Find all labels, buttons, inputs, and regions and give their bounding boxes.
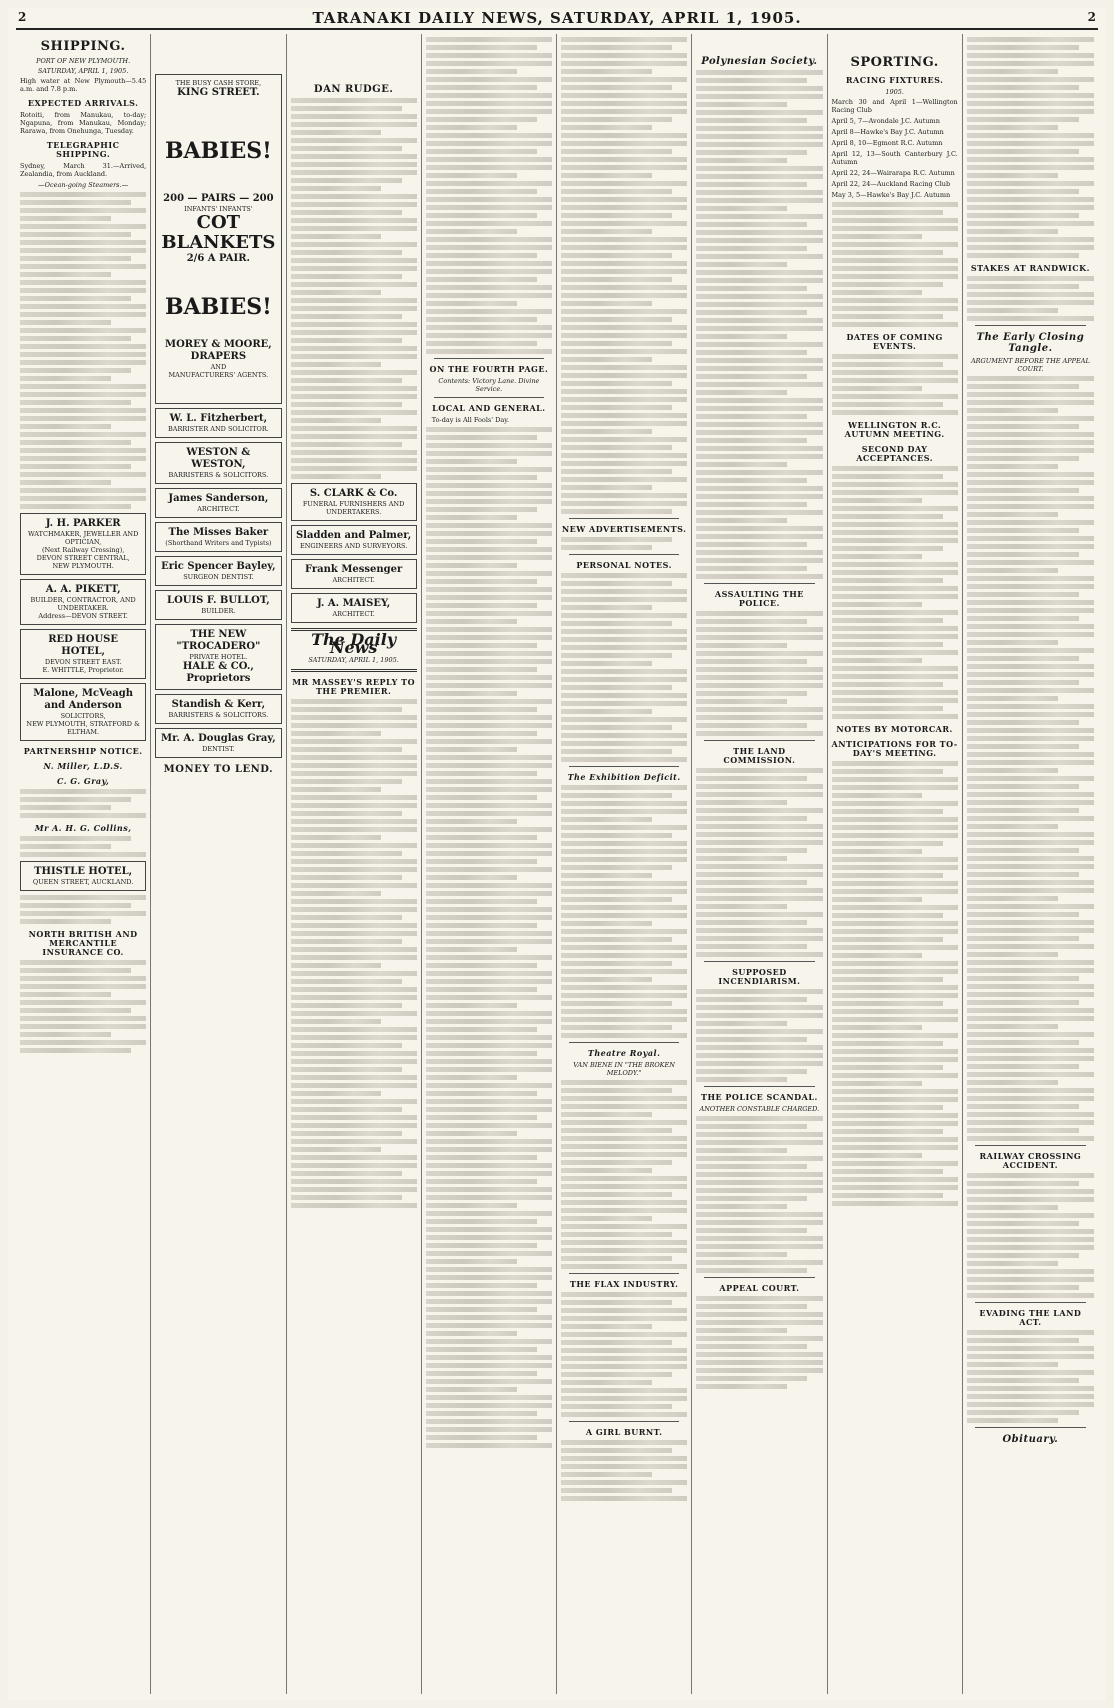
morey-moore-name: MOREY & MOORE,	[165, 339, 272, 350]
massey-reply-text	[291, 699, 417, 1208]
racing-fixture-5: April 22, 24—Wairarapa R.C. Autumn	[831, 169, 955, 177]
miller-name: N. Miller, L.D.S.	[43, 761, 123, 771]
column-4	[422, 34, 557, 1694]
personal-notes-text	[561, 573, 687, 762]
obituary-heading: Obituary.	[1002, 1434, 1059, 1445]
local-general-lead: To-day is All Fools' Day.	[431, 416, 510, 424]
busy-cash-store-name: THE BUSY CASH STORE,	[175, 79, 262, 87]
gray-name: C. G. Gray,	[56, 776, 110, 786]
anticipations-heading: ANTICIPATIONS FOR TO-DAY'S MEETING.	[831, 739, 958, 758]
messenger-line: ARCHITECT.	[332, 576, 375, 584]
expected-arrivals-heading: EXPECTED ARRIVALS.	[27, 98, 139, 108]
police-scandal-heading: THE POLICE SCANDAL.	[701, 1092, 818, 1102]
second-day-acceptances-heading: SECOND DAY ACCEPTANCES.	[856, 444, 934, 463]
fourth-page-contents: Contents: Victory Lane. Divine Service.	[438, 377, 540, 393]
girl-burnt-text	[561, 1440, 687, 1501]
column-2	[151, 34, 286, 1694]
trocadero-name: THE NEW "TROCADERO"	[176, 629, 261, 652]
morey-line-3: MANUFACTURERS' AGENTS.	[168, 371, 269, 379]
fitzherbert-line: BARRISTER AND SOLICITOR.	[167, 425, 269, 433]
douglas-gray-name: Mr. A. Douglas Gray,	[161, 733, 276, 744]
messenger-name: Frank Messenger	[304, 564, 403, 575]
trocadero-advertisement	[155, 624, 281, 690]
early-closing-tangle-heading: The Early Closing Tangle.	[976, 332, 1085, 354]
morey-line-1: DRAPERS	[190, 351, 247, 362]
racing-fixture-6: April 22, 24—Auckland Racing Club	[831, 180, 951, 188]
column-3	[287, 34, 422, 1694]
local-general-heading: LOCAL AND GENERAL.	[432, 403, 546, 413]
local-general-text	[426, 427, 552, 1448]
babies-headline-2: BABIES!	[164, 294, 272, 320]
clark-line: FUNERAL FURNISHERS AND UNDERTAKERS.	[302, 500, 405, 516]
flax-industry-text	[561, 1292, 687, 1417]
parker-line-3: (Next Railway Crossing),	[41, 546, 125, 554]
king-street-line: KING STREET.	[177, 87, 260, 98]
sydney-text: Sydney, March 31.—Arrived, Zealandia, from Auckland.	[20, 162, 147, 178]
maisey-name: J. A. MAISEY,	[316, 598, 391, 609]
red-house-line-1: DEVON STREET EAST.	[44, 658, 122, 666]
appeal-court-heading: APPEAL COURT.	[719, 1283, 800, 1293]
argument-appeal-court-heading: ARGUMENT BEFORE THE APPEAL COURT.	[970, 357, 1090, 373]
parker-line-4: DEVON STREET CENTRAL,	[36, 554, 130, 562]
column-grid	[16, 34, 1098, 1694]
bullot-line: BUILDER.	[201, 607, 236, 615]
page-number-right: 2	[1087, 10, 1096, 24]
dan-rudge-text	[291, 98, 417, 479]
racing-fixtures-year: 1905.	[885, 88, 904, 96]
racing-fixtures-heading: RACING FIXTURES.	[845, 75, 944, 85]
expected-arrivals-text: Rotoiti, from Manukau, to-day; Ngapuna, from Manukau, Monday; Rarawa, from Onehunga, Tuesday.	[20, 111, 147, 135]
shipping-heading: SHIPPING.	[40, 39, 126, 54]
price-line: 2/6 A PAIR.	[186, 253, 251, 264]
sporting-heading: SPORTING.	[850, 55, 939, 70]
evading-land-act-text	[967, 1330, 1094, 1423]
evading-land-act-heading: EVADING THE LAND ACT.	[979, 1308, 1082, 1327]
another-constable-heading: ANOTHER CONSTABLE CHARGED.	[699, 1105, 820, 1113]
land-commission-heading: THE LAND COMMISSION.	[723, 746, 796, 765]
money-to-lend-heading: MONEY TO LEND.	[163, 764, 274, 775]
babies-headline-1: BABIES!	[164, 138, 272, 164]
north-british-heading: NORTH BRITISH AND MERCANTILE INSURANCE CO.	[28, 929, 138, 957]
weston-line: BARRISTERS & SOLICITORS.	[168, 471, 269, 479]
maisey-line: ARCHITECT.	[332, 610, 375, 618]
theatre-royal-subheading: VAN BIENE IN "THE BROKEN MELODY."	[573, 1061, 675, 1077]
parker-line-2: OPTICIAN,	[65, 538, 102, 546]
bullot-advertisement	[155, 590, 281, 620]
collins-name: Mr A. H. G. Collins,	[34, 823, 132, 833]
assaulting-police-heading: ASSAULTING THE POLICE.	[714, 589, 804, 608]
racing-fixture-7: May 3, 5—Hawke's Bay J.C. Autumn	[831, 191, 951, 199]
sanderson-name: James Sanderson,	[168, 493, 269, 504]
column-4-continued-text	[426, 37, 552, 354]
thistle-line-1: QUEEN STREET, AUCKLAND.	[32, 878, 134, 886]
assaulting-police-text	[696, 611, 822, 736]
malone-line-1: SOLICITORS,	[60, 712, 106, 720]
partnership-notice-heading: PARTNERSHIP NOTICE.	[23, 746, 143, 756]
pikett-name: A. A. PIKETT,	[45, 584, 121, 595]
fourth-page-heading: ON THE FOURTH PAGE.	[429, 364, 549, 374]
bullot-name: LOUIS F. BULLOT,	[167, 595, 270, 606]
parker-name: J. H. PARKER	[45, 518, 121, 529]
sanderson-line: ARCHITECT.	[197, 505, 240, 513]
baker-name: The Misses Baker	[168, 527, 269, 538]
port-line: PORT OF NEW PLYMOUTH.	[36, 57, 131, 65]
flax-industry-heading: THE FLAX INDUSTRY.	[569, 1279, 679, 1289]
standish-name: Standish & Kerr,	[171, 699, 266, 710]
red-house-line-2: E. WHITTLE, Proprietor.	[42, 666, 124, 674]
collins-text	[20, 836, 146, 857]
north-british-text	[20, 960, 146, 1053]
masthead	[16, 8, 1098, 30]
dates-coming-events-heading: DATES OF COMING EVENTS.	[846, 332, 943, 351]
morey-line-2: AND	[210, 363, 227, 371]
parker-advertisement	[20, 513, 146, 575]
malone-line-2: NEW PLYMOUTH, STRATFORD & ELTHAM.	[26, 720, 140, 736]
polynesian-society-heading: Polynesian Society.	[701, 56, 818, 67]
standish-advertisement	[155, 694, 281, 724]
trocadero-line: PRIVATE HOTEL.	[189, 653, 248, 661]
personal-notes-heading: PERSONAL NOTES.	[576, 560, 672, 570]
douglas-gray-advertisement	[155, 728, 281, 758]
sladden-name: Sladden and Palmer,	[295, 530, 412, 541]
column-7	[828, 34, 963, 1694]
massey-reply-heading: MR MASSEY'S REPLY TO THE PREMIER.	[292, 677, 416, 696]
exhibition-deficit-heading: The Exhibition Deficit.	[567, 772, 681, 782]
date-line: SATURDAY, APRIL 1, 1905.	[37, 67, 129, 75]
bayley-advertisement	[155, 556, 281, 586]
column-1	[16, 34, 151, 1694]
racing-fixture-3: April 8, 10—Egmont R.C. Autumn	[831, 139, 943, 147]
messenger-advertisement	[291, 559, 417, 589]
wellington-meeting-heading: WELLINGTON R.C. AUTUMN MEETING.	[844, 420, 945, 439]
acceptances-text	[832, 466, 958, 719]
malone-advertisement	[20, 683, 146, 741]
column-6	[692, 34, 827, 1694]
early-closing-text	[967, 376, 1094, 1141]
railway-crossing-text	[967, 1173, 1094, 1298]
thistle-text	[20, 895, 146, 924]
motorcar-notes-heading: NOTES BY MOTORCAR.	[836, 724, 953, 734]
column-5-continued-text	[561, 37, 687, 514]
anticipations-text	[832, 761, 958, 1206]
pikett-advertisement	[20, 579, 146, 625]
parker-line-1: WATCHMAKER, JEWELLER AND	[27, 530, 139, 538]
bayley-name: Eric Spencer Bayley,	[161, 561, 276, 572]
tides-text: High water at New Plymouth—5.45 a.m. and 7.8 p.m.	[20, 77, 147, 93]
baker-line: (Shorthand Writers and Typists)	[165, 539, 272, 547]
thistle-hotel-advertisement	[20, 861, 146, 891]
fitzherbert-name: W. L. Fitzherbert,	[169, 413, 268, 424]
sladden-advertisement	[291, 525, 417, 555]
newspaper-page	[8, 8, 1106, 1700]
busy-cash-store-advertisement	[155, 74, 281, 404]
newspaper-title: TARANAKI DAILY NEWS, SATURDAY, APRIL 1, 1905.	[312, 9, 802, 27]
baker-advertisement	[155, 522, 281, 552]
maisey-advertisement	[291, 593, 417, 623]
theatre-royal-text	[561, 1080, 687, 1269]
appeal-court-text	[696, 1296, 822, 1389]
thistle-name: THISTLE HOTEL,	[34, 866, 133, 877]
racing-fixture-0: March 30 and April 1—Wellington Racing Club	[831, 98, 958, 114]
hale-proprietors: HALE & CO., Proprietors	[182, 661, 254, 684]
supposed-incendiarism-text	[696, 989, 822, 1082]
red-house-hotel-advertisement	[20, 629, 146, 679]
weston-name: WESTON & WESTON,	[186, 447, 251, 470]
weston-advertisement	[155, 442, 281, 484]
racing-fixture-2: April 8—Hawke's Bay J.C. Autumn	[831, 128, 944, 136]
cot-blankets-line: COT BLANKETS	[161, 212, 276, 253]
land-commission-text	[696, 768, 822, 957]
new-advertisements-text	[561, 537, 687, 550]
pikett-line-1: BUILDER, CONTRACTOR, AND UNDERTAKER.	[30, 596, 136, 612]
red-house-name: RED HOUSE HOTEL,	[48, 634, 119, 657]
new-advertisements-heading: NEW ADVERTISEMENTS.	[561, 524, 687, 534]
dates-coming-events-text	[832, 354, 958, 415]
shipping-list-text	[20, 192, 146, 509]
sanderson-advertisement	[155, 488, 281, 518]
pairs-line: 200 — PAIRS — 200	[163, 193, 274, 204]
theatre-royal-heading: Theatre Royal.	[587, 1048, 661, 1058]
infants-line: INFANTS' INFANTS'	[184, 205, 253, 213]
column-8-continued-text	[967, 37, 1094, 258]
stakes-randwick-heading: STAKES AT RANDWICK.	[970, 263, 1090, 273]
clark-advertisement	[291, 483, 417, 521]
daily-news-nameplate: The Daily News	[311, 630, 397, 657]
racing-fixture-4: April 12, 13—South Canterbury J.C. Autumn	[831, 150, 958, 166]
exhibition-deficit-text	[561, 785, 687, 1038]
column-5	[557, 34, 692, 1694]
daily-news-date: SATURDAY, APRIL 1, 1905.	[308, 656, 399, 664]
police-scandal-text	[696, 1116, 822, 1273]
standish-line: BARRISTERS & SOLICITORS.	[168, 711, 269, 719]
sladden-line: ENGINEERS AND SURVEYORS.	[299, 542, 408, 550]
column-8	[963, 34, 1098, 1694]
clark-name: S. CLARK & Co.	[309, 488, 398, 499]
page-number-left: 2	[18, 10, 27, 24]
ocean-steamers-heading: —Ocean-going Steamers.—	[38, 181, 129, 189]
fitzherbert-advertisement	[155, 408, 281, 438]
stakes-randwick-text	[967, 276, 1094, 321]
malone-name: Malone, McVeagh and Anderson	[33, 688, 133, 711]
telegraphic-shipping-heading: TELEGRAPHIC SHIPPING.	[46, 140, 120, 159]
douglas-gray-line: DENTIST.	[202, 745, 235, 753]
parker-line-5: NEW PLYMOUTH.	[52, 562, 114, 570]
polynesian-society-text	[696, 70, 822, 579]
pikett-line-2: Address—DEVON STREET.	[38, 612, 128, 620]
supposed-incendiarism-heading: SUPPOSED INCENDIARISM.	[718, 967, 801, 986]
girl-burnt-heading: A GIRL BURNT.	[585, 1427, 663, 1437]
dental-notice-text	[20, 789, 146, 818]
racing-fixture-1: April 5, 7—Avondale J.C. Autumn	[831, 117, 940, 125]
racing-fixtures-more	[832, 202, 958, 327]
railway-crossing-heading: RAILWAY CROSSING ACCIDENT.	[979, 1151, 1082, 1170]
dan-rudge-heading: DAN RUDGE.	[313, 84, 394, 95]
bayley-line: SURGEON DENTIST.	[183, 573, 254, 581]
